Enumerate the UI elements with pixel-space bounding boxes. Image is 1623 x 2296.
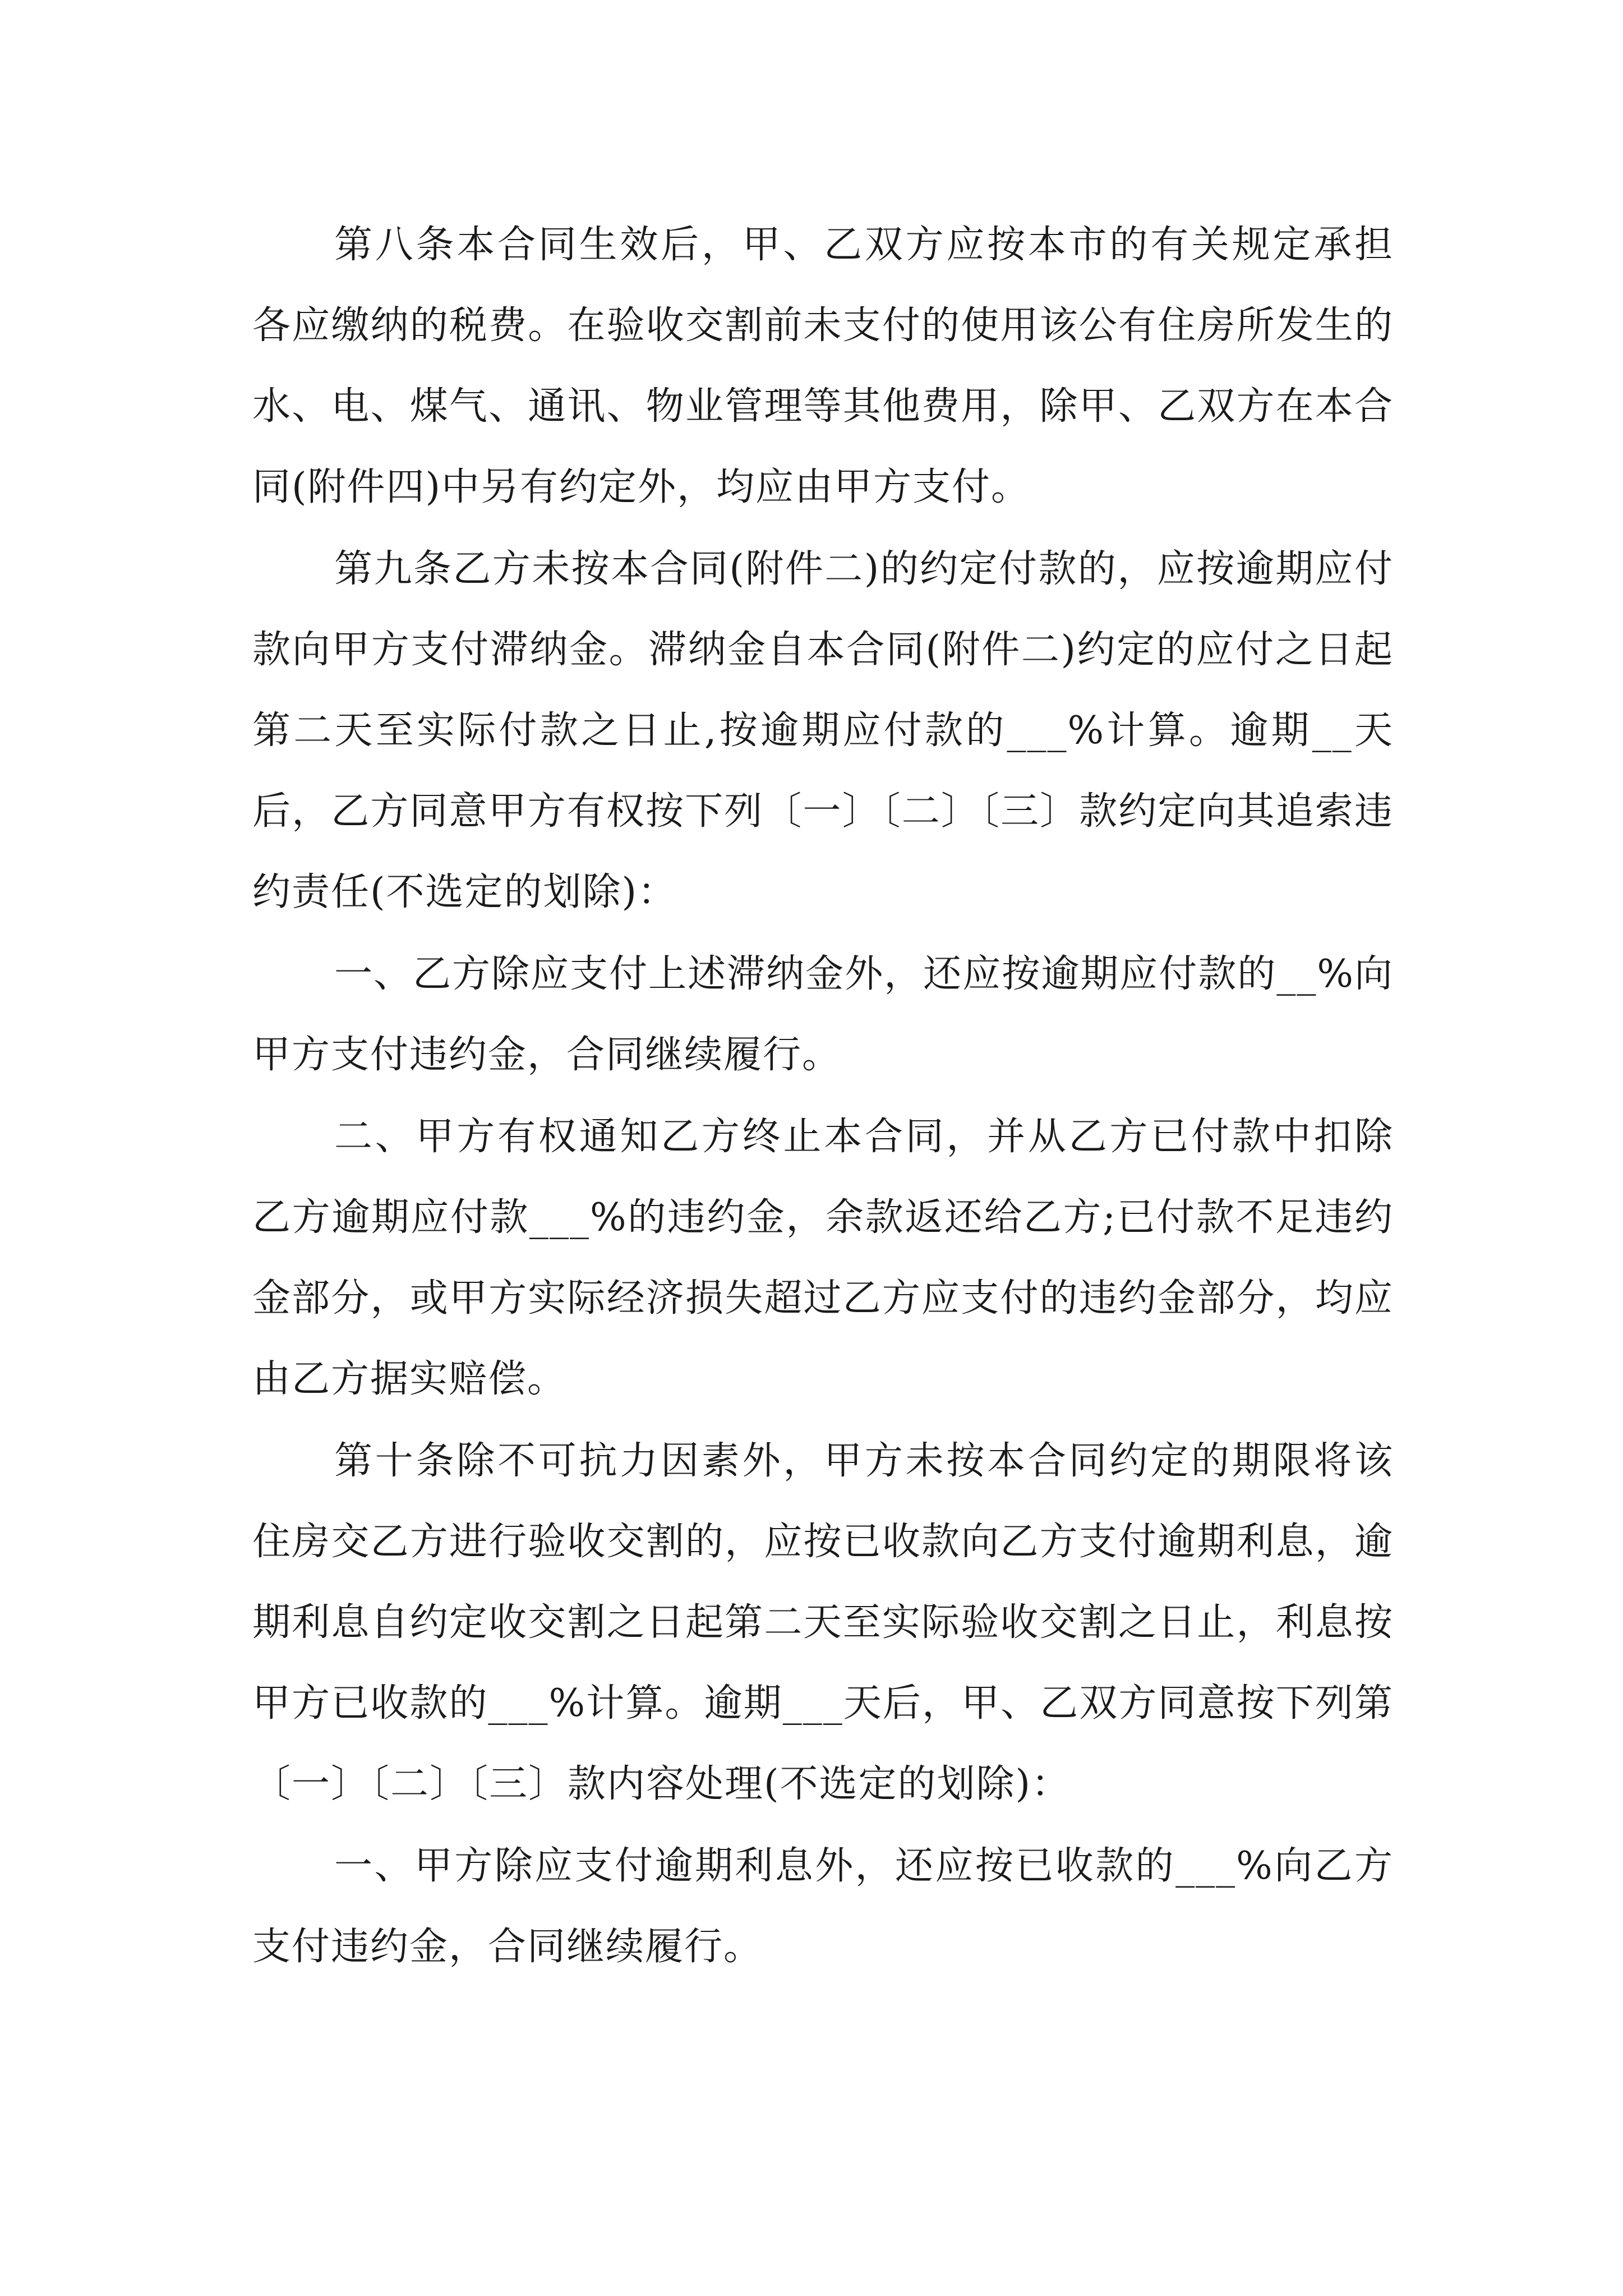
paragraph-article-10: 第十条除不可抗力因素外，甲方未按本合同约定的期限将该住房交乙方进行验收交割的，应按已收款向乙方支付逾期利息，逾期利息自约定收交割之日起第二天至实际验收交割之日止，利息按甲方已收款的___%计算。逾期___天后，甲、乙双方同意按下列第〔一〕〔二〕〔三〕款内容处理(不选定的划除)：	[252, 1439, 1394, 1806]
paragraph-article-10-clause-1: 一、甲方除应支付逾期利息外，还应按已收款的___%向乙方支付违约金，合同继续履行。	[252, 1844, 1394, 1969]
contract-body	[252, 205, 1394, 1987]
paragraph-article-9: 第九条乙方未按本合同(附件二)的约定付款的，应按逾期应付款向甲方支付滞纳金。滞纳金自本合同(附件二)约定的应付之日起第二天至实际付款之日止,按逾期应付款的___%计算。逾期__天后，乙方同意甲方有权按下列〔一〕〔二〕〔三〕款约定向其追索违约责任(不选定的划除)：	[252, 547, 1394, 914]
paragraph-article-9-clause-1: 一、乙方除应支付上述滞纳金外，还应按逾期应付款的__%向甲方支付违约金，合同继续履行。	[252, 952, 1394, 1077]
paragraph-article-9-clause-2: 二、甲方有权通知乙方终止本合同，并从乙方已付款中扣除乙方逾期应付款___%的违约金，余款返还给乙方;已付款不足违约金部分，或甲方实际经济损失超过乙方应支付的违约金部分，均应由乙方据实赔偿。	[252, 1115, 1394, 1401]
paragraph-article-8: 第八条本合同生效后，甲、乙双方应按本市的有关规定承担各应缴纳的税费。在验收交割前未支付的使用该公有住房所发生的水、电、煤气、通讯、物业管理等其他费用，除甲、乙双方在本合同(附件四)中另有约定外，均应由甲方支付。	[252, 223, 1394, 509]
